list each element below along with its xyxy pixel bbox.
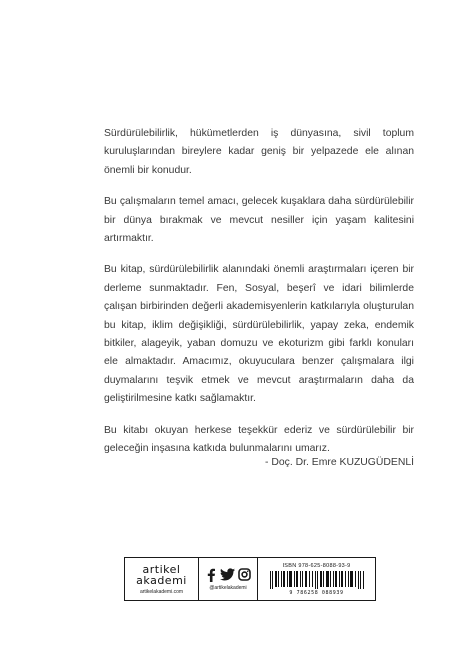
author-signature: - Doç. Dr. Emre KUZUGÜDENLİ (265, 457, 414, 468)
publisher-logo (125, 558, 199, 600)
logo-line-1: artikel (142, 562, 181, 576)
barcode-icon (269, 571, 365, 589)
publisher-website: artikelakademi.com (139, 588, 184, 595)
twitter-icon[interactable] (220, 568, 235, 581)
isbn-block (258, 558, 375, 600)
social-links (199, 558, 258, 600)
paragraph-3: Bu kitap, sürdürülebilirlik alanındaki önemli araştırmaları içeren bir derleme sunmaktadır. Fen, Sosyal, beşerî ve idari bilimlerde çalışan birbirinden değerli akademisyenlerin katkılarıyla oluşturulan bu kitap, iklim değişikliği, sürdürülebilirlik, yapay zeka, endemik bitkiler, alageyik, yaban domuzu ve ekoturizm gibi farklı konuları ele almaktadır. Amacımız, okuyuculara benzer çalışmalara ilgi duymalarını teşvik etmek ve mevcut araştırmaların daha da geliştirilmesine katkı sağlamaktır. (104, 264, 414, 405)
facebook-icon[interactable] (205, 568, 217, 582)
isbn-label: ISBN 978-625-8088-93-9 (282, 562, 351, 569)
publisher-footer (124, 557, 376, 601)
paragraph-4: Bu kitabı okuyan herkese teşekkür ederiz ve sürdürülebilir bir geleceğin inşasına katkıda bulunmalarını umarız. (104, 424, 414, 455)
logo-line-2: akademi (136, 573, 187, 587)
social-handle: @artikelakademi (209, 584, 247, 591)
back-cover-text (104, 125, 414, 472)
instagram-icon[interactable] (238, 568, 251, 581)
paragraph-1: Sürdürülebilirlik, hükümetlerden iş dünyasına, sivil toplum kuruluşlarından bireylere kadar geniş bir yelpazede ele alınan önemli bir konudur. (104, 128, 414, 176)
barcode-digits: 9 786258 088939 (289, 589, 344, 596)
paragraph-2: Bu çalışmaların temel amacı, gelecek kuşaklara daha sürdürülebilir bir dünya bırakmak ve mevcut nesiller için yaşam kalitesini artırmaktır. (104, 196, 414, 245)
